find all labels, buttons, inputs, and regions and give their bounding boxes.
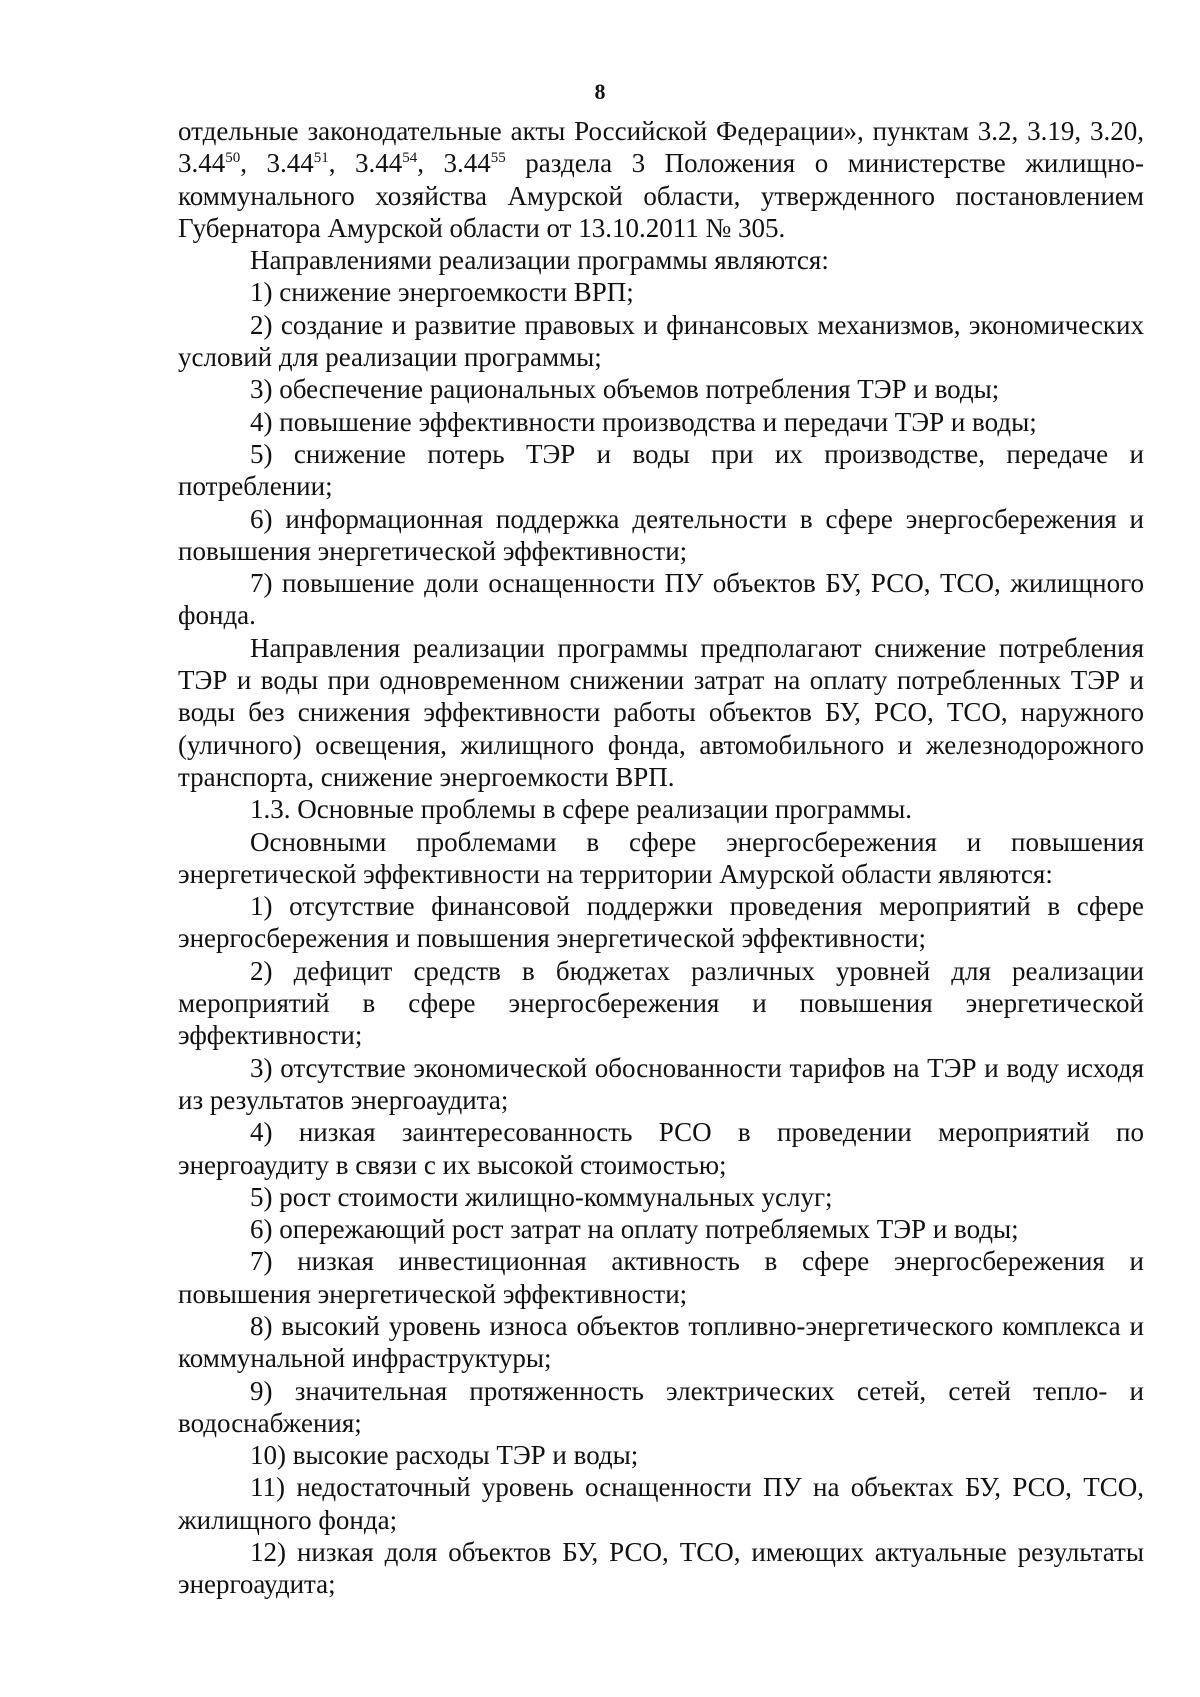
superscript: 55 — [490, 150, 506, 167]
problem-item-12: 12) низкая доля объектов БУ, РСО, ТСО, имеющих актуальные результаты энергоаудита; — [178, 1537, 1144, 1600]
intro-paragraph — [178, 115, 1144, 244]
paragraph-problems-intro: Основными проблемами в сфере энергосбережения и повышения энергетической эффективности на территории Амурской области являются: — [178, 826, 1144, 889]
problem-item-9: 9) значительная протяженность электрических сетей, сетей тепло- и водоснабжения; — [178, 1375, 1144, 1438]
intro-text-part: раздела 3 Положения о министерстве жилищно-коммунального хозяйства Амурской области, утвержденного постановлением Губернатора Амурской области от 13.10.2011 № 305. — [178, 148, 1145, 243]
direction-item-1: 1) снижение энергоемкости ВРП; — [250, 277, 634, 308]
intro-text-part: , 3.44 — [240, 148, 314, 179]
direction-item-5: 5) снижение потерь ТЭР и воды при их производстве, передаче и потреблении; — [178, 438, 1144, 502]
superscript: 50 — [225, 150, 241, 167]
intro-text-part: отдельные законодательные акты Российской Федерации», пунктам 3.2, 3.19, 3.20, 3.44 — [178, 116, 1144, 179]
intro-text-part: , 3.44 — [328, 148, 403, 179]
problem-item-4: 4) низкая заинтересованность РСО в проведении мероприятий по энергоаудиту в связи с их высокой стоимостью; — [178, 1117, 1144, 1180]
superscript: 54 — [402, 150, 418, 167]
direction-item-3: 3) обеспечение рациональных объемов потребления ТЭР и воды; — [250, 374, 1000, 405]
document-body — [178, 115, 1144, 1601]
problem-item-3: 3) отсутствие экономической обоснованности тарифов на ТЭР и воду исходя из результатов энергоаудита; — [178, 1052, 1144, 1115]
paragraph-directions-intro: Направлениями реализации программы являются: — [250, 245, 829, 276]
direction-item-6: 6) информационная поддержка деятельности в сфере энергосбережения и повышения энергетической эффективности; — [178, 503, 1144, 566]
section-heading: 1.3. Основные проблемы в сфере реализации программы. — [250, 794, 913, 825]
problem-item-7: 7) низкая инвестиционная активность в сфере энергосбережения и повышения энергетической эффективности; — [178, 1246, 1144, 1309]
problem-item-6: 6) опережающий рост затрат на оплату потребляемых ТЭР и воды; — [250, 1214, 1019, 1245]
direction-item-7: 7) повышение доли оснащенности ПУ объектов БУ, РСО, ТСО, жилищного фонда. — [178, 568, 1144, 631]
paragraph-directions-summary: Направления реализации программы предполагают снижение потребления ТЭР и воды при одновременном снижении затрат на оплату потребленных ТЭР и воды без снижения эффективности работы объектов БУ, РСО, ТСО, наружного (уличного) освещения, жилищного фонда, автомобильного и железнодорожного транспорта, снижение энергоемкости ВРП. — [178, 632, 1144, 792]
direction-item-2: 2) создание и развитие правовых и финансовых механизмов, экономических условий для реализации программы; — [178, 309, 1144, 373]
direction-item-4: 4) повышение эффективности производства и передачи ТЭР и воды; — [250, 406, 1037, 437]
superscript: 51 — [313, 150, 329, 167]
intro-text-part: , 3.44 — [417, 148, 491, 179]
problem-item-5: 5) рост стоимости жилищно-коммунальных услуг; — [250, 1181, 833, 1212]
page-number: 8 — [594, 79, 606, 104]
problem-item-8: 8) высокий уровень износа объектов топливно-энергетического комплекса и коммунальной инфраструктуры; — [178, 1310, 1144, 1374]
problem-item-11: 11) недостаточный уровень оснащенности ПУ на объектах БУ, РСО, ТСО, жилищного фонда; — [178, 1472, 1144, 1535]
problem-item-10: 10) высокие расходы ТЭР и воды; — [250, 1440, 639, 1471]
problem-item-1: 1) отсутствие финансовой поддержки проведения мероприятий в сфере энергосбережения и повышения энергетической эффективности; — [178, 891, 1144, 954]
problem-item-2: 2) дефицит средств в бюджетах различных уровней для реализации мероприятий в сфере энергосбережения и повышения энергетической эффективности; — [178, 955, 1144, 1051]
